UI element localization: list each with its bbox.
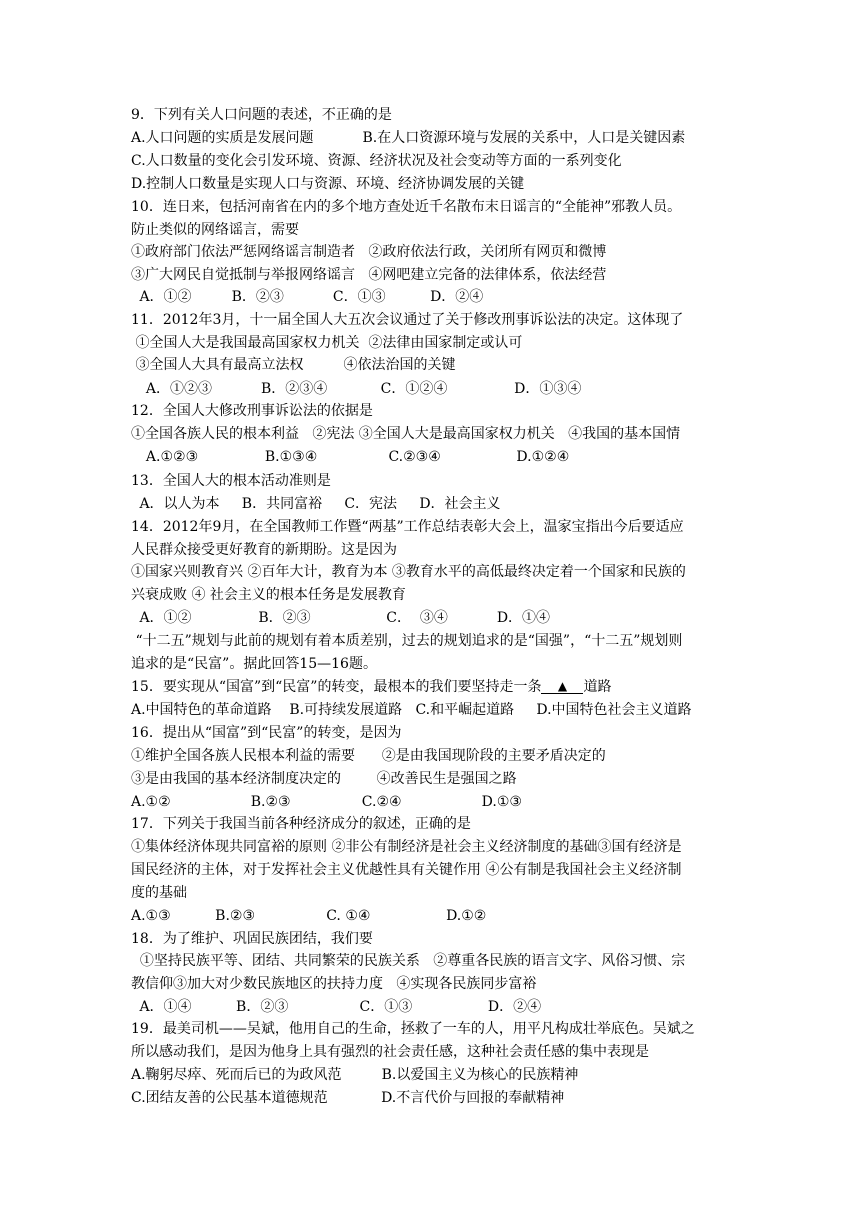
text-line: C.团结友善的公民基本道德规范 D.不言代价与回报的奉献精神 [131,1090,565,1106]
text-line: A.①② B.②③ C.②④ D.①③ [131,794,522,810]
text-line: 人民群众接受更好教育的新期盼。这是因为 [131,542,397,558]
text-line: ③广大网民自觉抵制与举报网络谣言 ④网吧建立完备的法律体系，依法经营 [131,267,607,283]
text-line: ①坚持民族平等、团结、共同繁荣的民族关系 ②尊重各民族的语言文字、风俗习惯、宗 [131,953,686,969]
text-line: 追求的是“民富”。据此回答15—16题。 [131,656,377,672]
text-line: A.中国特色的革命道路 B.可持续发展道路 C.和平崛起道路 D.中国特色社会主义道路 [131,702,692,718]
text-line: 14．2012年9月，在全国教师工作暨“两基”工作总结表彰大会上，温家宝指出今后要适应 [131,519,684,535]
text-line: A．①② B．②③ C． ③④ D．①④ [135,610,551,626]
text-line: A.①②③ B.①③④ C.②③④ D.①②④ [137,449,570,465]
question-15-tail: 道路 [583,679,612,695]
question-15 [131,678,611,696]
text-line: 国民经济的主体，对于发挥社会主义优越性具有关键作用 ④公有制是我国社会主义经济制 [131,862,682,878]
text-line: D.控制人口数量是实现人口与资源、环境、经济协调发展的关键 [131,176,525,192]
text-line: 9．下列有关人口问题的表述，不正确的是 [131,107,392,123]
text-line: 度的基础 [131,885,187,901]
text-line: A．①② B．②③ C．①③ D．②④ [135,289,484,305]
text-line: 12．全国人大修改刑事诉讼法的依据是 [131,403,373,419]
text-line: ①国家兴则教育兴 ②百年大计，教育为本 ③教育水平的高低最终决定着一个国家和民族的 [131,564,686,580]
question-15-text: 15．要实现从“国富”到“民富”的转变，最根本的我们要坚持走一条 [131,679,542,695]
text-line: 13．全国人大的根本活动准则是 [131,473,331,489]
text-line: 所以感动我们，是因为他身上具有强烈的社会责任感，这种社会责任感的集中表现是 [131,1044,649,1060]
text-line: A.鞠躬尽瘁、死而后已的为政风范 B.以爱国主义为核心的民族精神 [131,1067,579,1083]
text-line: 10．连日来，包括河南省在内的多个地方查处近千名散布末日谣言的“全能神”邪教人员。 [131,199,682,215]
text-line: A.人口问题的实质是发展问题 B.在人口资源环境与发展的关系中，人口是关键因素 [131,130,686,146]
text-line: 教信仰③加大对少数民族地区的扶持力度 ④实现各民族同步富裕 [131,976,537,992]
text-line: ①维护全国各族人民根本利益的需要 ②是由我国现阶段的主要矛盾决定的 [131,748,606,764]
text-line: 防止类似的网络谣言，需要 [131,222,299,238]
text-line: ③全国人大具有最高立法权 ④依法治国的关键 [131,357,456,373]
text-line: 18．为了维护、巩固民族团结，我们要 [131,931,373,947]
text-line: A．①④ B．②③ C．①③ D．②④ [135,999,542,1015]
text-line: ③是由我国的基本经济制度决定的 ④改善民生是强国之路 [131,771,517,787]
text-line: A．①②③ B．②③④ C．①②④ D．①③④ [137,381,582,397]
text-line: A.①③ B.②③ C. ①④ D.①② [131,908,487,924]
answer-blank: ▲ [541,679,583,694]
text-line: 16．提出从“国富”到“民富”的转变，是因为 [131,725,402,741]
text-line: ①政府部门依法严惩网络谣言制造者 ②政府依法行政，关闭所有网页和微博 [131,244,607,260]
text-line: “十二五”规划与此前的规划有着本质差别，过去的规划追求的是“国强”，“十二五”规划则 [131,633,683,649]
text-line: ①全国人大是我国最高国家权力机关 ②法律由国家制定或认可 [131,335,523,351]
text-line: 兴衰成败 ④ 社会主义的根本任务是发展教育 [131,587,406,603]
text-line: 19．最美司机——吴斌，他用自己的生命，拯救了一车的人，用平凡构成壮举底色。吴斌之 [131,1021,695,1037]
text-line: C.人口数量的变化会引发环境、资源、经济状况及社会变动等方面的一系列变化 [131,153,622,169]
text-line: 17．下列关于我国当前各种经济成分的叙述，正确的是 [131,816,471,832]
text-line: A．以人为本 B．共同富裕 C．宪法 D．社会主义 [135,496,501,512]
text-line: 11．2012年3月，十一届全国人大五次会议通过了关于修改刑事诉讼法的决定。这体现了 [131,312,684,328]
text-line: ①集体经济体现共同富裕的原则 ②非公有制经济是社会主义经济制度的基础③国有经济是 [131,839,682,855]
text-line: ①全国各族人民的根本利益 ②宪法 ③全国人大是最高国家权力机关 ④我国的基本国情 [131,426,681,442]
